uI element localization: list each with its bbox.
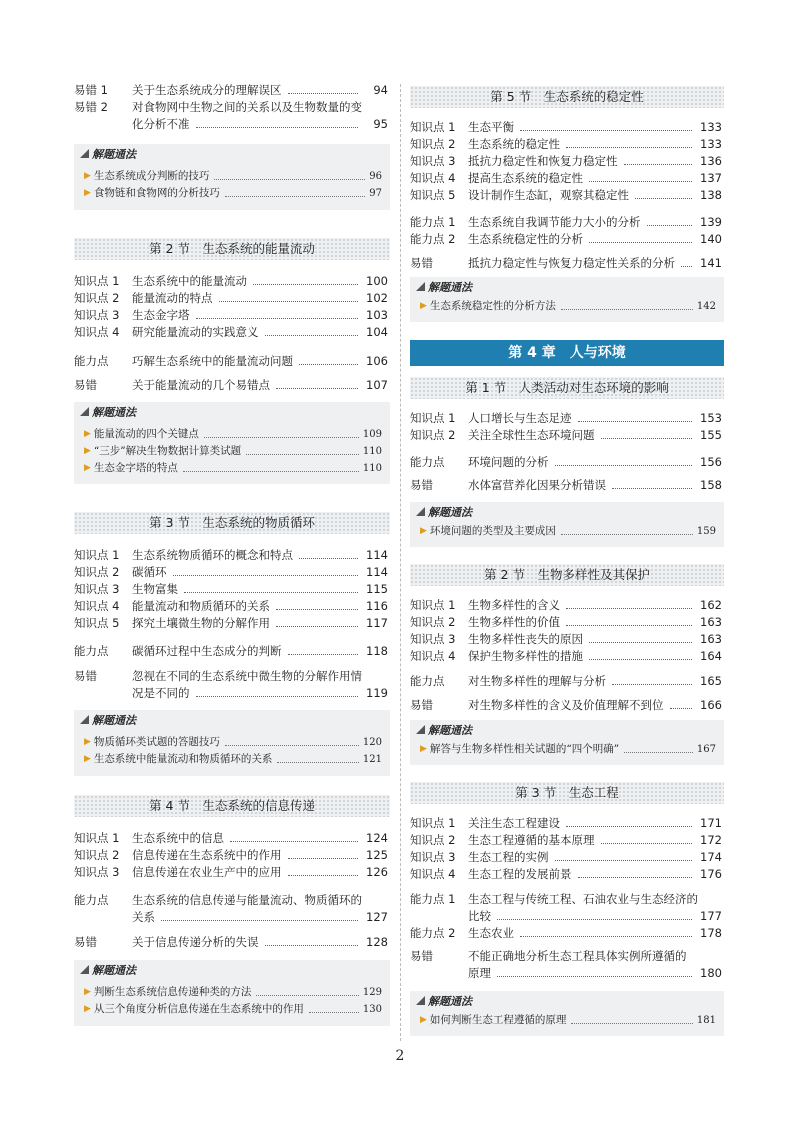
- toc-entry[interactable]: 能力点 生态系统的信息传递与能量流动、物质循环的 关系 127: [74, 893, 388, 924]
- toc-entry[interactable]: 知识点 1 生物多样性的含义 162: [410, 598, 722, 612]
- toc-entry[interactable]: 知识点 1 人口增长与生态足迹 153: [410, 411, 722, 425]
- tip-item[interactable]: ▶ 生态系统成分判断的技巧 96: [84, 168, 382, 185]
- toc-entry[interactable]: 知识点 5 设计制作生态缸，观察其稳定性 138: [410, 188, 722, 202]
- toc-entry[interactable]: 知识点 1 生态系统中的能量流动 100: [74, 274, 388, 288]
- toc-entry[interactable]: 知识点 4 保护生物多样性的措施 164: [410, 649, 722, 663]
- toc-entry[interactable]: 能力点 1 生态工程与传统工程、石油农业与生态经济的 比较 177: [410, 892, 722, 923]
- toc-entry[interactable]: 知识点 2 关注全球性生态环境问题 155: [410, 428, 722, 442]
- tips-header: 解题通法: [416, 993, 472, 1009]
- toc-entry[interactable]: 知识点 3 生物多样性丧失的原因 163: [410, 632, 722, 646]
- section-header: 第 3 节 生态系统的物质循环: [74, 512, 390, 534]
- toc-entry[interactable]: 知识点 3 信息传递在农业生产中的应用 126: [74, 865, 388, 879]
- entry-title: 化分析不准: [132, 117, 190, 131]
- arrow-icon: ▶: [84, 1004, 91, 1014]
- arrow-icon: ▶: [84, 171, 91, 181]
- tips-box: [410, 991, 724, 1036]
- toc-entry[interactable]: 易错 忽视在不同的生态系统中微生物的分解作用情 况是不同的 119: [74, 669, 388, 700]
- tips-header: 解题通法: [80, 404, 136, 420]
- toc-entry[interactable]: [74, 82, 390, 99]
- leader-dots: [196, 116, 359, 128]
- arrow-icon: ▶: [84, 737, 91, 747]
- toc-entry[interactable]: 知识点 4 生态工程的发展前景 176: [410, 867, 722, 881]
- section-header: 第 4 节 生态系统的信息传递: [74, 795, 390, 817]
- toc-entry[interactable]: 知识点 2 生态工程遵循的基本原理 172: [410, 833, 722, 847]
- toc-entry[interactable]: 易错 水体富营养化因果分析错误 158: [410, 478, 722, 492]
- toc-entry[interactable]: 知识点 1 生态平衡 133: [410, 120, 722, 134]
- toc-entry[interactable]: 知识点 4 研究能量流动的实践意义 104: [74, 325, 388, 339]
- arrow-icon: ▶: [420, 744, 427, 754]
- toc-entry[interactable]: 知识点 3 生物富集 115: [74, 582, 388, 596]
- toc-entry[interactable]: 能力点 1 生态系统自我调节能力大小的分析 139: [410, 215, 722, 229]
- arrow-icon: ▶: [84, 987, 91, 997]
- chapter-header: 第 4 章 人与环境: [410, 340, 724, 366]
- toc-entry[interactable]: 知识点 2 信息传递在生态系统中的作用 125: [74, 848, 388, 862]
- tips-box: [410, 502, 724, 547]
- toc-entry[interactable]: 易错 关于信息传递分析的失误 128: [74, 935, 388, 949]
- toc-entry[interactable]: 知识点 3 生态工程的实例 174: [410, 850, 722, 864]
- toc-entry[interactable]: 易错 对生物多样性的含义及价值理解不到位 166: [410, 698, 722, 712]
- entry-label: 易错 1: [74, 83, 108, 97]
- section-header: 第 2 节 生态系统的能量流动: [74, 238, 390, 260]
- tips-header: 解题通法: [80, 146, 136, 162]
- leader-dots: [288, 82, 359, 94]
- arrow-icon: ▶: [84, 754, 91, 764]
- toc-entry[interactable]: 知识点 3 抵抗力稳定性和恢复力稳定性 136: [410, 154, 722, 168]
- tips-header: 解题通法: [416, 279, 472, 295]
- section-header: 第 3 节 生态工程: [410, 782, 724, 804]
- section-header: 第 1 节 人类活动对生态环境的影响: [410, 377, 724, 399]
- tip-item[interactable]: ▶ 生态系统稳定性的分析方法 142: [420, 298, 716, 315]
- entry-page: 94: [373, 83, 388, 97]
- toc-entry[interactable]: 知识点 3 生态金字塔 103: [74, 308, 388, 322]
- toc-entry[interactable]: 知识点 4 提高生态系统的稳定性 137: [410, 171, 722, 185]
- toc-entry[interactable]: 知识点 2 能量流动的特点 102: [74, 291, 388, 305]
- toc-entry[interactable]: 知识点 1 生态系统物质循环的概念和特点 114: [74, 548, 388, 562]
- tip-item[interactable]: ▶ 从三个角度分析信息传递在生态系统中的作用 130: [84, 1001, 382, 1018]
- tip-item[interactable]: ▶ 物质循环类试题的答题技巧 120: [84, 734, 382, 751]
- toc-entry[interactable]: 知识点 2 生物多样性的价值 163: [410, 615, 722, 629]
- tips-box: [410, 720, 724, 765]
- page-number: 2: [395, 1048, 405, 1064]
- section-header: 第 5 节 生态系统的稳定性: [410, 86, 724, 108]
- entry-label: 易错 2: [74, 100, 108, 114]
- toc-entry[interactable]: [74, 99, 390, 133]
- tip-item[interactable]: ▶ 生态金字塔的特点 110: [84, 460, 382, 477]
- triangle-icon: [416, 507, 425, 516]
- tips-header: 解题通法: [80, 962, 136, 978]
- toc-entry[interactable]: 知识点 2 碳循环 114: [74, 565, 388, 579]
- toc-entry[interactable]: 知识点 2 生态系统的稳定性 133: [410, 137, 722, 151]
- triangle-icon: [416, 996, 425, 1005]
- toc-entry[interactable]: 易错 关于能量流动的几个易错点 107: [74, 378, 388, 392]
- toc-entry[interactable]: 易错 不能正确地分析生态工程具体实例所遵循的 原理 180: [410, 949, 722, 980]
- tip-item[interactable]: ▶ 如何判断生态工程遵循的原理 181: [420, 1012, 716, 1029]
- tip-item[interactable]: ▶ 判断生态系统信息传递种类的方法 129: [84, 984, 382, 1001]
- entry-page: 95: [373, 117, 388, 131]
- toc-entry[interactable]: 能力点 对生物多样性的理解与分析 165: [410, 674, 722, 688]
- toc-entry[interactable]: 能力点 2 生态系统稳定性的分析 140: [410, 232, 722, 246]
- toc-entry[interactable]: 能力点 碳循环过程中生态成分的判断 118: [74, 644, 388, 658]
- entry-title: 关于生态系统成分的理解误区: [132, 83, 282, 97]
- toc-entry[interactable]: 知识点 1 关注生态工程建设 171: [410, 816, 722, 830]
- tip-item[interactable]: ▶ “三步”解决生物数据计算类试题 110: [84, 443, 382, 460]
- tips-header: 解题通法: [80, 712, 136, 728]
- triangle-icon: [80, 407, 89, 416]
- tips-header: 解题通法: [416, 722, 472, 738]
- tips-header: 解题通法: [416, 504, 472, 520]
- arrow-icon: ▶: [84, 446, 91, 456]
- toc-entry[interactable]: 能力点 2 生态农业 178: [410, 926, 722, 940]
- tip-item[interactable]: ▶ 解答与生物多样性相关试题的“四个明确” 167: [420, 741, 716, 758]
- tip-item[interactable]: ▶ 能量流动的四个关键点 109: [84, 426, 382, 443]
- tip-item[interactable]: ▶ 环境问题的类型及主要成因 159: [420, 523, 716, 540]
- arrow-icon: ▶: [84, 188, 91, 198]
- toc-entry[interactable]: 能力点 巧解生态系统中的能量流动问题 106: [74, 354, 388, 368]
- triangle-icon: [80, 965, 89, 974]
- tips-box: [74, 144, 390, 210]
- toc-entry[interactable]: 知识点 5 探究土壤微生物的分解作用 117: [74, 616, 388, 630]
- triangle-icon: [80, 715, 89, 724]
- toc-entry[interactable]: 知识点 4 能量流动和物质循环的关系 116: [74, 599, 388, 613]
- triangle-icon: [416, 282, 425, 291]
- arrow-icon: ▶: [420, 526, 427, 536]
- tips-box: [74, 710, 390, 776]
- tips-box: [74, 960, 390, 1026]
- tips-box: [74, 402, 390, 484]
- column-divider: [400, 84, 401, 1041]
- tip-item[interactable]: ▶ 生态系统中能量流动和物质循环的关系 121: [84, 751, 382, 768]
- toc-entry[interactable]: 知识点 1 生态系统中的信息 124: [74, 831, 388, 845]
- entry-title-line1: 对食物网中生物之间的关系以及生物数量的变: [132, 100, 362, 114]
- arrow-icon: ▶: [84, 429, 91, 439]
- arrow-icon: ▶: [420, 301, 427, 311]
- toc-entry[interactable]: 易错 抵抗力稳定性与恢复力稳定性关系的分析 141: [410, 256, 722, 270]
- arrow-icon: ▶: [84, 463, 91, 473]
- section-header: 第 2 节 生物多样性及其保护: [410, 564, 724, 586]
- toc-entry[interactable]: 能力点 环境问题的分析 156: [410, 455, 722, 469]
- arrow-icon: ▶: [420, 1015, 427, 1025]
- tip-item[interactable]: ▶ 食物链和食物网的分析技巧 97: [84, 185, 382, 202]
- tips-box: [410, 277, 724, 322]
- triangle-icon: [416, 725, 425, 734]
- triangle-icon: [80, 149, 89, 158]
